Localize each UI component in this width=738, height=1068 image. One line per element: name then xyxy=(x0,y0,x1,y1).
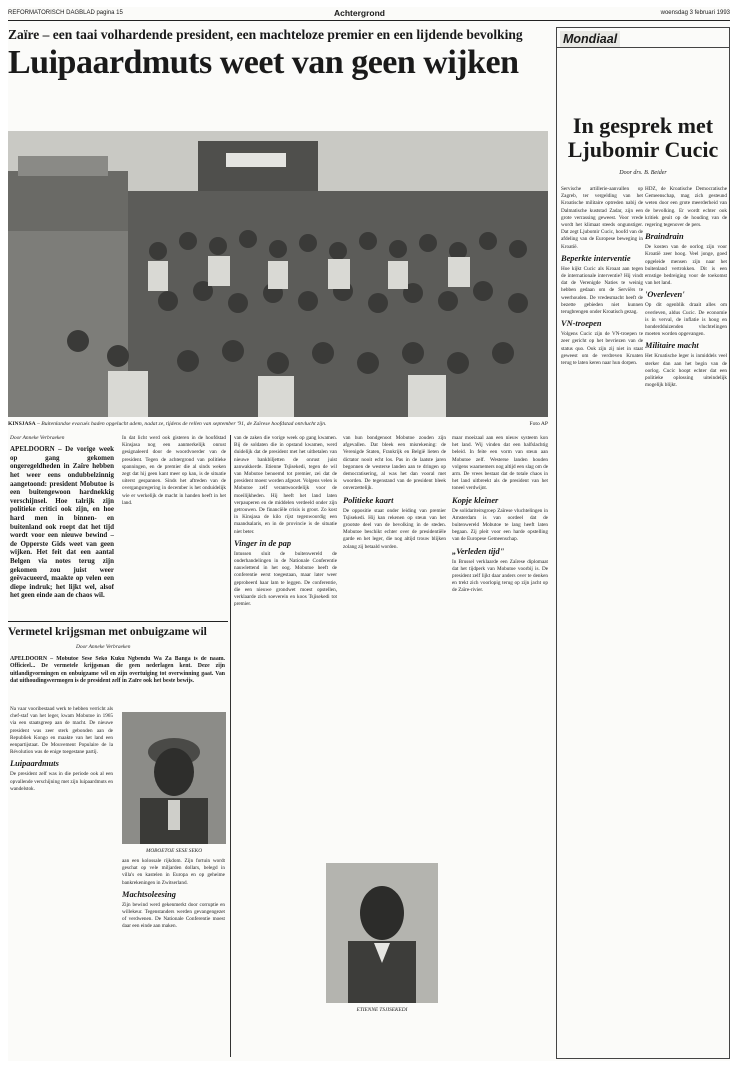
sidebar-col2-text-d: Het Kroatische leger is inmiddels veel sterker dan aan het begin van de oorlog. Cucic hoopt echter dat een politieke oplossing uiteindelijk mogelijk blijkt. xyxy=(645,353,727,389)
photo-caption xyxy=(8,421,548,427)
sidebar-subhead-3: Braindrain xyxy=(645,232,684,242)
article-col4-text: maar moeizaal aan een nieuw systeem kon het land. Wij vinden dat een halfslachtig beleid. In feite een vorm van steun aan Mobutoe zelf. Westerse landen houden volgens waarnemers nog altijd een slag om de arm. De vrees bestaat dat de totale chaos in het land uitbreekt als de president van het toneel verdwijnt. xyxy=(452,435,548,492)
sidebar-section-label: Mondiaal xyxy=(560,31,620,47)
boxed-article xyxy=(8,621,228,1061)
portrait-mobutoe xyxy=(122,712,226,844)
sidebar-col1-text: Servische artillerie-aanvallen op Zagreb, ter vergelding van het Kroatische militaire optreden nabij de Dalmatische kuststad Zadar, zijn een grote verrassing geweest. Voor vrede wordt het klimaat steeds ongunstiger. Dat zegt Ljubomir Cucic, hoofd van de afdeling van de Europese beweging in Kroatië. xyxy=(561,186,643,250)
article-column-4 xyxy=(452,435,548,855)
portrait-tsjisekedi-caption: ETIENNE TSJISEKEDI xyxy=(356,1007,408,1013)
article-col2-text: van de zaken die vorige week op gang kwamen. Bij de soldaten die in opstand kwamen, werd duidelijk dat de president met het uitbetalen van nieuwe bankbiljetten de onrust juist aanwakkerde. Etienne Tsjisekedi, tegen de wil van Mobutoe benoemd tot premier, zei dat de president moest worden afgezet. Volgens velen is Mobutoe zelf verantwoordelijk voor de moeilijkheden. Hij heeft het land laten verpauperen en de middelen verdeeld onder zijn getrouwen. De financiële crisis is groot. Zo kost in Kinsjasa de kilo rijst tegenwoordig een maandsalaris, en in de provincie is de situatie niet beter. xyxy=(234,435,337,535)
sidebar-col1-text-b: Hoe kijkt Cucic als Kroaat aan tegen de internationale interventie? Hij vindt dat de Verenigde Naties te weinig hebben gedaan om de Serviërs te weerhouden. De vredesmacht heeft de bezette gebieden niet kunnen terugbrengen onder Kroatisch gezag. xyxy=(561,265,643,316)
portrait-tsjisekedi xyxy=(326,863,438,1003)
sidebar-subhead-4: 'Overleven' xyxy=(645,290,685,300)
main-photo xyxy=(8,131,548,417)
sidebar-col2-text: HDZ, de Kroatische Democratische Gemeenschap, mag zich gesteund weten door een grote meerderheid van de bevolking. Er wordt echter ook kritiek geuit op de houding van de regering tegenover de pers. xyxy=(645,186,727,229)
box-title: Vermetel krijgsman met onbuigzame wil xyxy=(8,626,207,638)
sidebar-title: In gesprek met Ljubomir Cucic xyxy=(567,113,719,162)
box-col2-text-b: Zijn bewind werd gekenmerkt door corruptie en willekeur. Tegenstanders werden gevangengezet of verdwenen. De Nationale Conferentie moest daar een einde aan maken. xyxy=(122,901,225,930)
article-col3-text: van hun bondgenoot Mobutoe zouden zijn afgevallen. Dat bleek een misrekening: de Verenigde Staten, Frankrijk en België lieten de dictator nooit echt los. Pas in de laatste jaren begonnen de westerse landen aan te dringen op democratisering, al was het dan vooral met woorden. De tegenstand van de president bleek onverzettelijk. xyxy=(343,435,446,492)
article-kicker: Zaïre – een taai volhardende president, een machteloze premier en een lijdende bevolking xyxy=(8,27,523,42)
column-divider xyxy=(230,435,231,1057)
issue-date: woensdag 3 februari 1993 xyxy=(660,10,730,16)
article-headline: Luipaardmuts weet van geen wijken xyxy=(8,44,519,81)
newspaper-page xyxy=(8,7,730,1061)
article-col2-text-b: Intussen sluit de buitenwereld de onderhandelingen in de Nationale Conferentie nauwlettend in het oog. Mobutoe heeft de conferentie eerst toegestaan, maar later weer geprobeerd haar lam te leggen. De conferentie, die een nieuwe grondwet moest opstellen, verklaarde zich soeverein en koos Tsjisekedi tot premier. xyxy=(234,550,337,608)
section-title: Achtergrond xyxy=(334,8,385,18)
article-column-1 xyxy=(10,435,114,619)
article-byline: Door Anneke Verbraeken xyxy=(10,435,65,441)
photo-credit: Foto AP xyxy=(529,421,548,427)
article-col3-subhead: Politieke kaart xyxy=(343,495,394,505)
article-column-1b xyxy=(122,435,226,619)
sidebar-rule xyxy=(557,47,729,48)
box-text: Na vaar vooribestaad werk te hebben verricht als chef-staf van het leger, kwam Mobutoe in 1965 via een staatsgreep aan de macht. De nieuwe president was zeer sterk gebonden aan de Republiek Kongo en maakte van het land een eenpartijstaat. De Mouvement Populaire de la Révolution was de enige toegestane partij. xyxy=(10,706,113,756)
sidebar-col2-text-b: De kosten van de oorlog zijn voor Kroatië zeer hoog. Veel jonge, goed opgeleide mensen zijn naar het buitenland vertrokken. Dit is een ernstige bedreiging voor de toekomst van het land. xyxy=(645,244,727,287)
box-lead: APELDOORN – Mobutoe Sese Seko Kuku Ngbendu Wa Za Banga is de naam. Officieel... De vermetele krijgsman die geen nederlagen kent. Deze zijn uitlandigvormingen en onbuigzame wil en zijn overtuiging tot overwinning gaat. Van dat uithoudingsvermogen is de president zelf in Zaïre ook het beste bewijs. xyxy=(10,656,225,685)
sidebar-column-2 xyxy=(645,186,727,1058)
sidebar-col1-text-c: Volgens Cucic zijn de VN-troepen te zeer gericht op het bevriezen van de status quo. Ook zijn zij niet in staat geweest om de verdreven Kroaten terug te laten keren naar hun dorpen. xyxy=(561,331,643,367)
sidebar-column-1 xyxy=(561,186,643,1058)
box-col2-subhead: Machtsoleesing xyxy=(122,889,176,899)
article-col4-text-b: De solidariteitsgroep Zaïrese vluchtelingen in Amsterdam is van oordeel dat de buitenwereld Mobutoe te lang heeft laten begaan. Zij pleit voor een harde opstelling van de Europese Gemeenschap. xyxy=(452,507,548,543)
article-col1-text: In dat licht werd ook gisteren in de hoofdstad Kinsjasa nog een aanmerkelijk onrust gesignaleerd door de woordvoerder van de president. Tegen de achtergrond van politieke spanningen, en de premier die al sinds weken zegt dat hij geen kant meer op kan, is de situatie uiterst gespannen. Sinds het aftreden van de overgangsregering in december is het onduidelijk wie er werkelijk de macht in handen heeft in het land. xyxy=(122,435,226,506)
sidebar-subhead-1: Beperkte interventie xyxy=(561,253,631,263)
article-col2-subhead: Vinger in de pap xyxy=(234,538,292,548)
sidebar-mondiaal xyxy=(556,27,730,1059)
article-column-2 xyxy=(234,435,337,1051)
masthead xyxy=(8,7,730,21)
box-byline: Door Anneke Verbraeken xyxy=(76,644,131,650)
box-column-1 xyxy=(10,706,113,1058)
box-subhead: Luipaardmuts xyxy=(10,759,59,769)
sidebar-subhead-2: VN-troepen xyxy=(561,319,602,329)
box-column-2 xyxy=(122,858,225,1058)
article-col3-text-b: De oppositie staat onder leiding van premier Tsjisekedi. Hij kan rekenen op steun van het grootste deel van de bevolking in de steden. Mobutoe beschikt echter over de presidentiële garde en het leger, die nog altijd trouw blijken zolang zij betaald worden. xyxy=(343,507,446,550)
box-text-b: De president zelf was in die periode ook al een opvallende verschijning met zijn luipaardmuts en wandelstok. xyxy=(10,771,113,792)
article-col4-subhead-1: Kopje kleiner xyxy=(452,495,499,505)
caption-text: – Buitenlandse evacués haden opgelucht adem, nadat ze, tijdens de rellen van september '91, de Zaïrese hoofdstad ontvlucht zijn. xyxy=(37,421,327,427)
portrait-mobutoe-caption: MOBOETOE SESE SEKO xyxy=(145,848,203,854)
article-col4-text-c: In Brussel verklaarde een Zaïrese diplomaat dat het tijdperk van Mobutoe voorbij is. De president zelf lijkt daar anders over te denken en trekt zich voorlopig terug op zijn jacht op de Zaïre-rivier. xyxy=(452,558,548,594)
sidebar-col2-text-c: Op dit ogenblik draait alles om overleven, aldus Cucic. De economie is in verval, de inflatie is hoog en honderdduizenden vluchtelingen moeten worden opgevangen. xyxy=(645,302,727,338)
caption-place: KINSJASA xyxy=(8,421,36,427)
newspaper-name: REFORMATORISCH DAGBLAD pagina 15 xyxy=(8,10,123,16)
sidebar-subhead-5: Militaire macht xyxy=(645,341,699,351)
box-col2-text: aan een kolossale rijkdom. Zijn fortuin wordt geschat op vele miljarden dollars, belegd in villa's en kastelen in Europa en op geheime bankrekeningen in Zwitserland. xyxy=(122,858,225,886)
article-col4-subhead-2: „Verleden tijd" xyxy=(452,546,505,556)
sidebar-byline: Door drs. B. Beider xyxy=(619,170,667,176)
article-lead: APELDOORN – De vorige week op gang gekomen ongeregeldheden in Zaïre hebben het weer eens ondubbelzinnig aangetoond: president Mobutoe is een buitengewoon hardnekkig verschijnsel. Hoe talrijk zijn politieke critici ook zijn, en hoe hard men in binnen- en buitenland ook roept dat het tijd wordt voor een nieuwe bewind – de Opperste Gids weet van geen wijken. Het feit dat een aantal Belgen via notes terug zijn gekomen zou juist weer geëvacueerd, maakte op velen een diepe indruk; het lijkt wel, alsof het geen einde aan de chaos wil. xyxy=(10,445,114,600)
